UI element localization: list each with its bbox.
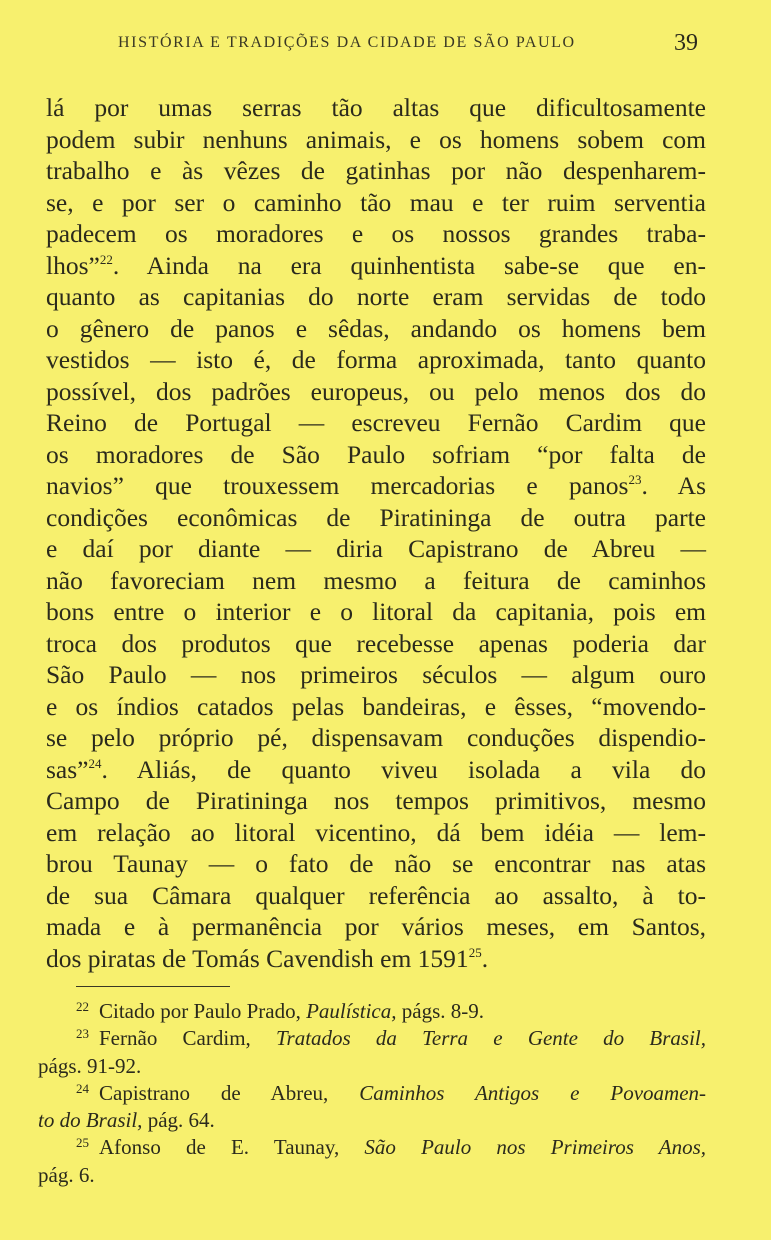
footnote-23-continuation: págs. 91-92. [38,1053,142,1078]
text-line: sas”$^{24}$. Aliás, de quanto viveu isolada a vila do [46,754,706,784]
footnotes [38,998,706,1189]
footnote-22: $^{22}$ Citado por Paulo Prado, Paulística, págs. 8-9. [76,999,484,1023]
text-line: São Paulo — nos primeiros séculos — algum ouro [46,660,706,689]
footnote-rule [76,986,230,987]
text-line: em relação ao litoral vicentino, dá bem idéia — lem- [46,817,706,847]
footnote-24-continuation: to do Brasil, pág. 64. [38,1108,215,1133]
text-line: brou Taunay — o fato de não se encontrar nas atas [46,849,706,878]
footnote-marker: 25 [468,944,482,960]
text-line: lá por umas serras tão altas que dificultosamente [46,93,706,122]
footnote-25-continuation: pág. 6. [38,1162,95,1187]
text-line: de sua Câmara qualquer referência ao assalto, à to- [46,880,706,910]
text-line: não favoreciam nem mesmo a feitura de caminhos [46,565,706,595]
running-title: HISTÓRIA E TRADIÇÕES DA CIDADE DE SÃO PAULO [118,34,576,51]
text-line: troca dos produtos que recebesse apenas poderia dar [46,628,706,658]
main-text [46,92,706,974]
text-line: condições econômicas de Piratininga de outra parte [46,502,706,532]
text-line: podem subir nenhuns animais, e os homens sobem com [46,124,706,154]
text-line: padecem os moradores e os nossos grandes traba- [46,219,706,248]
text-line: Campo de Piratininga nos tempos primitivos, mesmo [46,786,706,815]
text-line: e os índios catados pelas bandeiras, e êsses, “movendo- [46,691,706,721]
text-line: bons entre o interior e o litoral da capitania, pois em [46,597,706,626]
text-line: navios” que trouxessem mercadorias e panos$^{23}$. As [46,471,706,500]
text-line: os moradores de São Paulo sofriam “por falta de [46,439,706,469]
text-line: o gênero de panos e sêdas, andando os homens bem [46,313,706,343]
text-line: lhos”$^{22}$. Ainda na era quinhentista sabe-se que en- [46,250,706,280]
footnote-marker: 22 [99,251,113,267]
text-line: Reino de Portugal — escreveu Fernão Cardim que [46,408,706,437]
text-line: se pelo próprio pé, dispensavam conduções dispendio- [46,723,706,752]
text-line: se, e por ser o caminho tão mau e ter ruim serventia [46,187,706,217]
text-line: possível, dos padrões europeus, ou pelo menos dos do [46,376,706,406]
text-line: trabalho e às vêzes de gatinhas por não despenharem- [46,156,706,185]
footnote-marker: 23 [628,472,642,487]
text-line: vestidos — isto é, de forma aproximada, tanto quanto [46,345,706,374]
footnote-24: $^{24}$ Capistrano de Abreu, Caminhos Antigos e Povoamen- [76,1080,707,1105]
page-number: 39 [674,30,698,56]
footnote-marker: 24 [88,755,102,771]
footnote-23: $^{23}$ Fernão Cardim, Tratados da Terra e Gente do Brasil, [76,1026,706,1051]
footnote-25: $^{25}$ Afonso de E. Taunay, São Paulo nos Primeiros Anos, [76,1135,706,1160]
text-line: mada e à permanência por vários meses, em Santos, [46,912,706,941]
text-line: dos piratas de Tomás Cavendish em 1591$^{25}$. [46,943,489,973]
text-line: quanto as capitanias do norte eram servidas de todo [46,282,706,311]
text-line: e daí por diante — diria Capistrano de Abreu — [46,534,706,563]
